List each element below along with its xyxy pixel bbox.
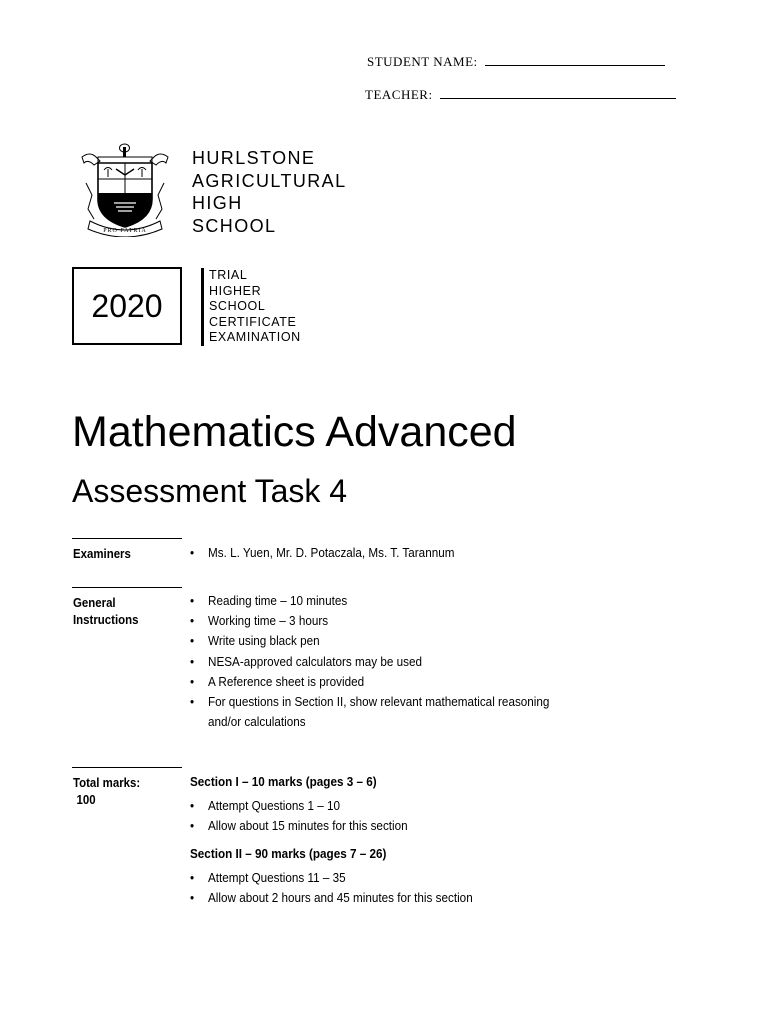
motto-text: PRO PATRIA — [103, 228, 147, 234]
instructions-label-line: General — [73, 595, 116, 610]
exam-type-line: EXAMINATION — [209, 330, 301, 345]
instruction-text: Reading time – 10 minutes — [208, 593, 348, 608]
total-marks-text: Total marks: — [73, 775, 141, 790]
examiners-label: Examiners — [73, 546, 131, 561]
examiners-content — [190, 543, 454, 563]
teacher-label: TEACHER: — [365, 87, 433, 102]
teacher-field — [365, 86, 676, 103]
section-divider — [72, 767, 182, 768]
school-name — [192, 147, 347, 237]
student-name-blank — [485, 53, 665, 66]
school-name-line: HURLSTONE — [192, 148, 316, 168]
section-two — [190, 844, 473, 909]
list-item-continuation — [190, 712, 549, 732]
school-name-line: HIGH — [192, 193, 243, 213]
list-item: • Allow about 15 minutes for this section — [190, 818, 408, 834]
school-name-line: AGRICULTURAL — [192, 170, 347, 191]
teacher-blank — [440, 86, 676, 99]
total-marks-value: 100 — [76, 792, 96, 807]
instructions-list — [190, 591, 549, 732]
instruction-text: For questions in Section II, show relevant mathematical reasoning — [208, 694, 550, 710]
list-item: • A Reference sheet is provided — [190, 673, 365, 689]
section-divider — [72, 587, 182, 588]
student-name-field — [367, 53, 665, 70]
instruction-text: and/or calculations — [208, 714, 306, 730]
list-item: • NESA-approved calculators may be used — [190, 653, 422, 669]
total-marks-label — [73, 774, 140, 808]
subject-title: Mathematics Advanced — [72, 408, 517, 456]
instruction-text: NESA-approved calculators may be used — [208, 653, 422, 669]
school-crest-icon — [80, 143, 170, 237]
exam-type-line: HIGHER — [209, 283, 262, 298]
exam-type — [209, 268, 301, 346]
list-item: • Attempt Questions 11 – 35 — [190, 870, 346, 886]
exam-type-line: SCHOOL — [209, 299, 266, 314]
list-item: • Working time – 3 hours — [190, 613, 329, 629]
section-one — [190, 772, 408, 837]
exam-type-line: TRIAL — [209, 268, 248, 282]
exam-type-line: CERTIFICATE — [209, 314, 297, 329]
list-item: • Allow about 2 hours and 45 minutes for this section — [190, 890, 473, 906]
section-two-item: Attempt Questions 11 – 35 — [208, 870, 346, 886]
list-item: • Reading time – 10 minutes — [190, 593, 348, 608]
student-name-label: STUDENT NAME: — [367, 54, 478, 69]
instruction-text: A Reference sheet is provided — [208, 673, 365, 689]
list-item: • Ms. L. Yuen, Mr. D. Potaczala, Ms. T. Tarannum — [190, 545, 455, 560]
list-item: • Attempt Questions 1 – 10 — [190, 798, 341, 814]
section-divider — [72, 538, 182, 539]
exam-type-divider — [201, 268, 204, 346]
list-item: • Write using black pen — [190, 633, 320, 649]
instruction-text: Working time – 3 hours — [208, 613, 329, 629]
instruction-text: Write using black pen — [208, 633, 320, 649]
examiners-names: Ms. L. Yuen, Mr. D. Potaczala, Ms. T. Tarannum — [208, 545, 455, 560]
section-one-heading: Section I – 10 marks (pages 3 – 6) — [190, 774, 377, 789]
exam-year-box — [72, 267, 182, 345]
section-two-item: Allow about 2 hours and 45 minutes for this section — [208, 890, 473, 906]
task-title: Assessment Task 4 — [72, 473, 348, 509]
exam-year: 2020 — [91, 287, 163, 324]
section-one-item: Allow about 15 minutes for this section — [208, 818, 408, 834]
instructions-label-line: Instructions — [73, 612, 139, 627]
list-item: • For questions in Section II, show relevant mathematical reasoning — [190, 694, 550, 710]
school-name-line: SCHOOL — [192, 215, 277, 236]
section-two-heading: Section II – 90 marks (pages 7 – 26) — [190, 846, 387, 861]
instructions-label — [73, 594, 138, 628]
section-one-item: Attempt Questions 1 – 10 — [208, 798, 341, 814]
